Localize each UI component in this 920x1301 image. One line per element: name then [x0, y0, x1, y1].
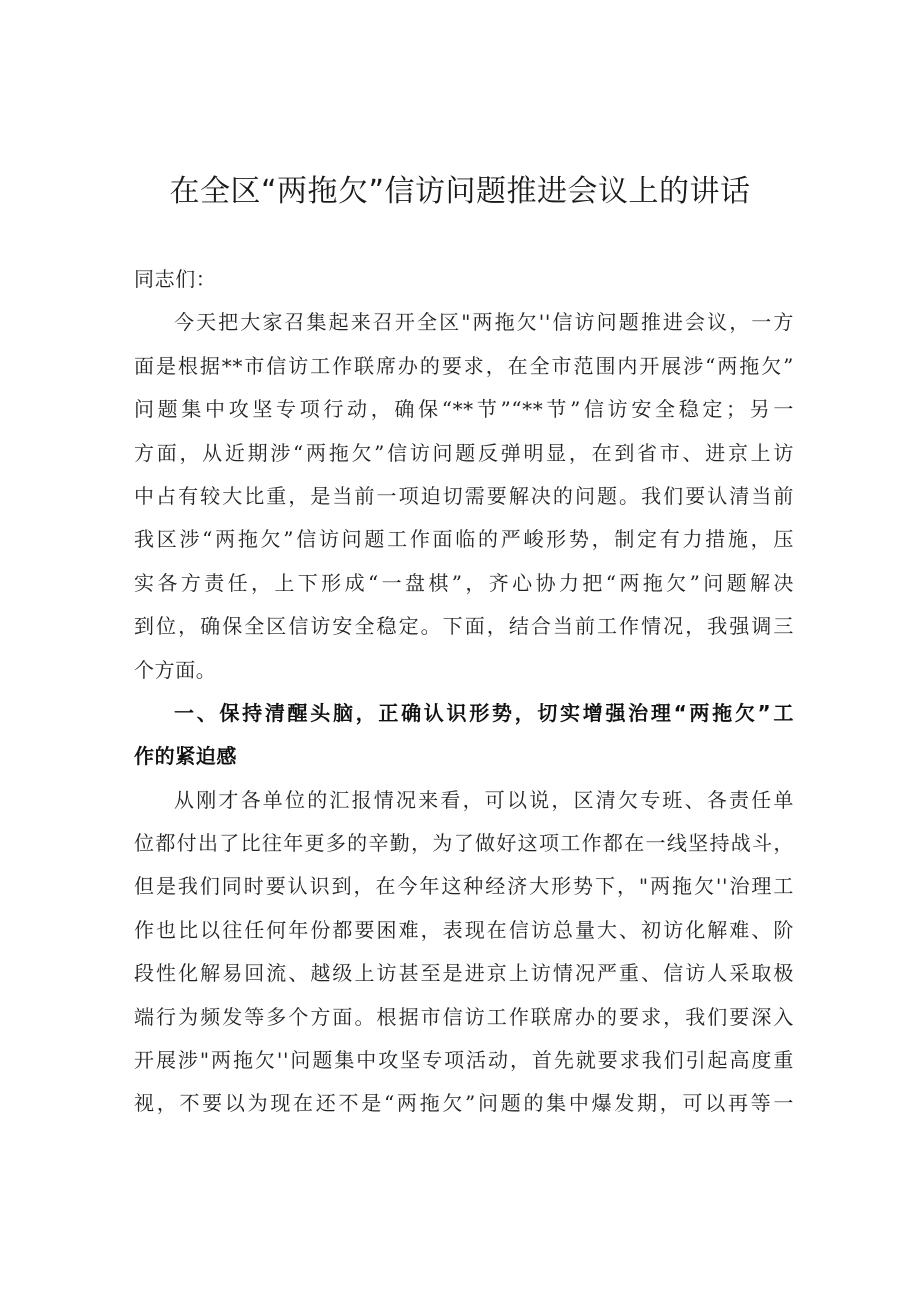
section-heading: 作的紧迫感: [134, 744, 237, 769]
document-body: [134, 258, 794, 1126]
paragraph-line: 到位，确保全区信访安全稳定。下面，结合当前工作情况，我强调三: [134, 614, 794, 639]
paragraph-line: 我区涉“两拖欠”信访问题工作面临的严峻形势，制定有力措施，压: [134, 527, 794, 552]
document-title: 在全区“两拖欠”信访问题推进会议上的讲话: [169, 174, 751, 209]
salutation: 同志们：: [134, 267, 217, 291]
paragraph-line: 中占有较大比重，是当前一项迫切需要解决的问题。我们要认清当前: [134, 483, 794, 508]
paragraph-line: 但是我们同时要认识到，在今年这种经济大形势下，"两拖欠''治理工: [134, 874, 794, 899]
paragraph-line: 视，不要以为现在还不是“两拖欠”问题的集中爆发期，可以再等一: [134, 1091, 794, 1116]
paragraph-line: 作也比以往任何年份都要困难，表现在信访总量大、初访化解难、阶: [134, 917, 794, 942]
paragraph-line: 位都付出了比往年更多的辛勤，为了做好这项工作都在一线坚持战斗，: [134, 831, 794, 856]
paragraph-line: 实各方责任，上下形成“一盘棋”，齐心协力把“两拖欠”问题解决: [134, 570, 794, 595]
paragraph-line: 今天把大家召集起来召开全区"两拖欠''信访问题推进会议，一方: [174, 310, 794, 335]
section-heading: 一、保持清醒头脑，正确认识形势，切实增强治理“两拖欠”工: [174, 700, 794, 725]
paragraph-line: 问题集中攻坚专项行动，确保“**节”“**节”信访安全稳定；另一: [134, 397, 794, 422]
paragraph-line: 从刚才各单位的汇报情况来看，可以说，区清欠专班、各责任单: [174, 787, 794, 812]
paragraph-line: 端行为频发等多个方面。根据市信访工作联席办的要求，我们要深入: [134, 1004, 794, 1029]
paragraph-line: 方面，从近期涉“两拖欠”信访问题反弹明显，在到省市、进京上访: [134, 440, 794, 465]
paragraph-line: 段性化解易回流、越级上访甚至是进京上访情况严重、信访人采取极: [134, 961, 794, 986]
paragraph-line: 开展涉"两拖欠''问题集中攻坚专项活动，首先就要求我们引起高度重: [134, 1048, 794, 1073]
paragraph-line: 面是根据**市信访工作联席办的要求，在全市范围内开展涉“两拖欠”: [134, 353, 794, 378]
paragraph-line: 个方面。: [134, 657, 217, 682]
